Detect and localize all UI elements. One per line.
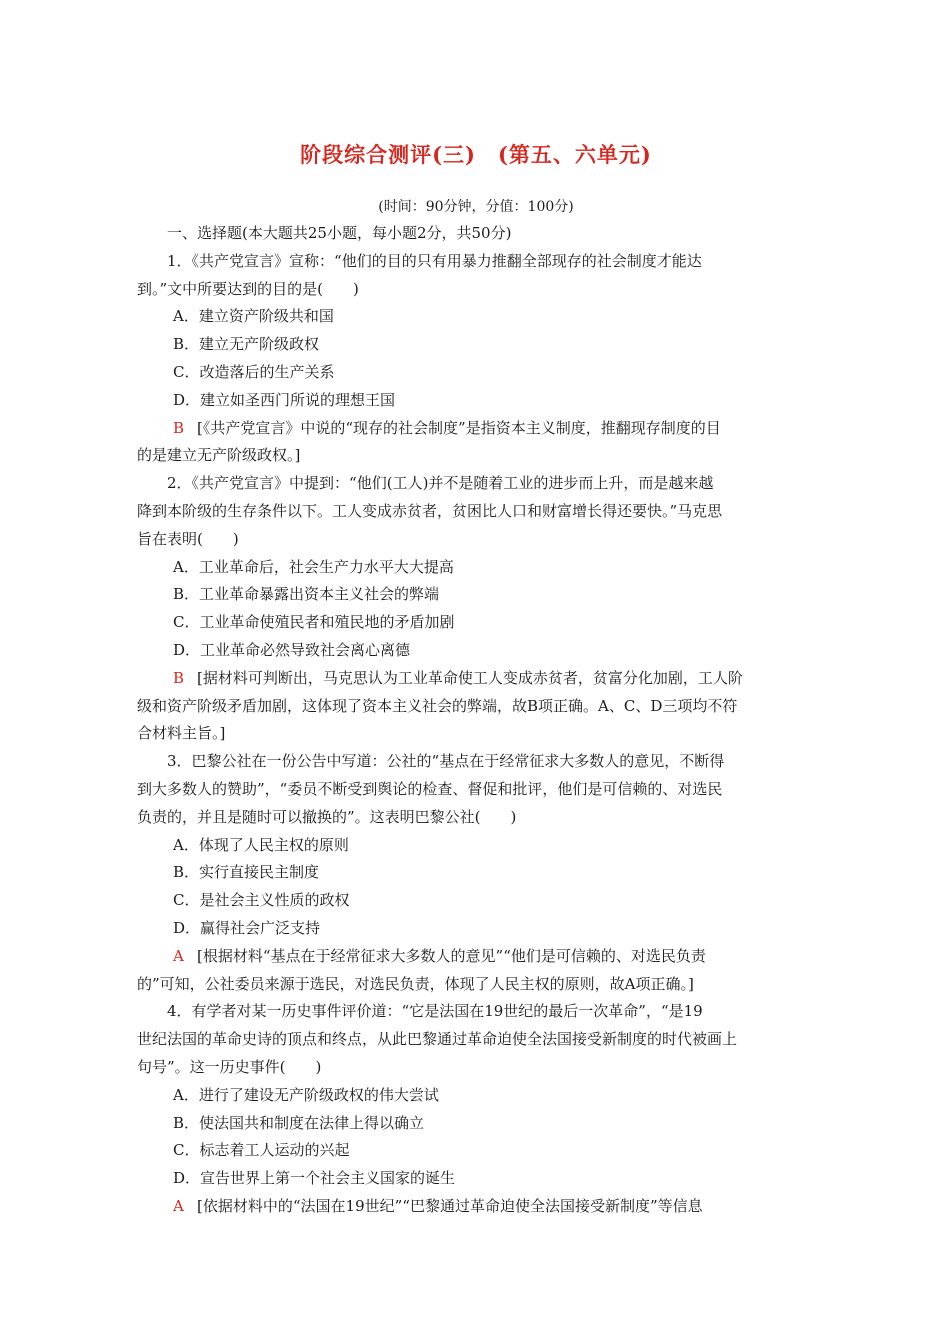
explanation-line: 的是建立无产阶级政权。] — [137, 446, 301, 465]
exam-info: (时间：90分钟，分值：100分) — [378, 199, 574, 215]
option-a: A．体现了人民主权的原则 — [173, 835, 349, 854]
answer-letter: A — [173, 1196, 184, 1215]
explanation-text: [依据材料中的“法国在19世纪”“巴黎通过革命迫使全法国接受新制度”等信息 — [197, 1196, 703, 1215]
option-d: D．宣告世界上第一个社会主义国家的诞生 — [173, 1169, 456, 1188]
question-stem-line: 4．有学者对某一历史事件评价道：“它是法国在19世纪的最后一次革命”，“是19 — [167, 1002, 703, 1021]
document-page — [137, 140, 815, 1221]
answer-line — [137, 943, 815, 971]
question-stem-line: 句号”。这一历史事件( ) — [137, 1057, 322, 1076]
option-b: B．工业革命暴露出资本主义社会的弊端 — [173, 585, 440, 604]
option-c: C．标志着工人运动的兴起 — [173, 1141, 350, 1160]
option-b: B．实行直接民主制度 — [173, 863, 320, 882]
option-a: A．进行了建设无产阶级政权的伟大尝试 — [173, 1085, 439, 1104]
question-stem-line: 降到本阶级的生存条件以下。工人变成赤贫者，贫困比人口和财富增长得还要快。”马克思 — [137, 501, 723, 520]
question-2 — [137, 470, 815, 748]
option-a: A．建立资产阶级共和国 — [173, 307, 334, 326]
option-d: D．工业革命必然导致社会离心离德 — [173, 640, 411, 659]
question-1 — [137, 248, 815, 470]
option-c: C．工业革命使殖民者和殖民地的矛盾加剧 — [173, 613, 455, 632]
question-stem-line: 2．《共产党宣言》中提到：“他们(工人)并不是随着工业的进步而上升，而是越来越 — [167, 474, 714, 493]
answer-letter: B — [173, 418, 185, 437]
explanation-text: [《共产党宣言》中说的“现存的社会制度”是指资本主义制度，推翻现存制度的目 — [197, 418, 721, 437]
page-title: 阶段综合测评(三) (第五、六单元) — [300, 142, 652, 167]
question-stem-line: 1．《共产党宣言》宣称：“他们的目的只有用暴力推翻全部现存的社会制度才能达 — [167, 251, 702, 270]
section-heading: 一、选择题(本大题共25小题，每小题2分，共50分) — [167, 224, 512, 242]
option-d: D．建立如圣西门所说的理想王国 — [173, 390, 396, 409]
option-b: B．使法国共和制度在法律上得以确立 — [173, 1113, 425, 1132]
answer-line — [137, 1193, 815, 1221]
option-c: C．是社会主义性质的政权 — [173, 891, 350, 910]
explanation-line: 的”可知，公社委员来源于选民，对选民负责，体现了人民主权的原则，故A项正确。] — [137, 974, 694, 993]
answer-letter: A — [173, 946, 184, 965]
question-stem-line: 负责的，并且是随时可以撤换的”。这表明巴黎公社( ) — [137, 807, 517, 826]
question-stem-line: 旨在表明( ) — [137, 529, 239, 548]
option-b: B．建立无产阶级政权 — [173, 335, 320, 354]
explanation-text: [据材料可判断出，马克思认为工业革命使工人变成赤贫者，贫富分化加剧，工人阶 — [197, 668, 743, 687]
question-stem-line: 到大多数人的赞助”，“委员不断受到舆论的检查、督促和批评，他们是可信赖的、对选民 — [137, 779, 723, 798]
option-a: A．工业革命后，社会生产力水平大大提高 — [173, 557, 454, 576]
question-stem-line: 到。”文中所要达到的目的是( ) — [137, 279, 359, 298]
explanation-text: [根据材料“基点在于经常征求大多数人的意见”“他们是可信赖的、对选民负责 — [197, 946, 706, 965]
answer-letter: B — [173, 668, 185, 687]
option-d: D．赢得社会广泛支持 — [173, 918, 321, 937]
question-stem-line: 世纪法国的革命史诗的顶点和终点，从此巴黎通过革命迫使全法国接受新制度的时代被画上 — [137, 1030, 738, 1049]
answer-line — [137, 665, 815, 693]
question-stem-line: 3．巴黎公社在一份公告中写道：公社的“基点在于经常征求大多数人的意见，不断得 — [167, 752, 725, 771]
explanation-line: 合材料主旨。] — [137, 724, 226, 743]
question-3 — [137, 748, 815, 998]
answer-line — [137, 415, 815, 443]
explanation-line: 级和资产阶级矛盾加剧，这体现了资本主义社会的弊端，故B项正确。A、C、D三项均不符 — [137, 696, 738, 715]
question-4 — [137, 998, 815, 1220]
option-c: C．改造落后的生产关系 — [173, 362, 335, 381]
